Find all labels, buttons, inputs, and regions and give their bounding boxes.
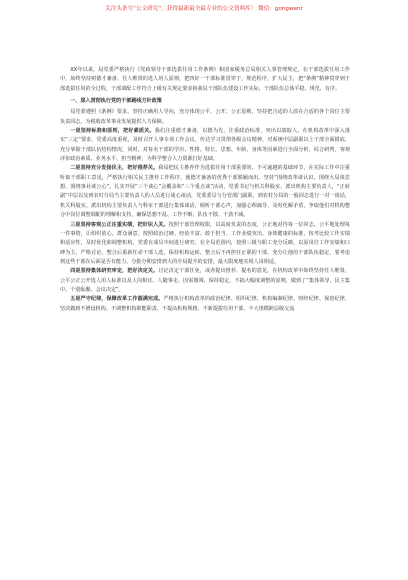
section-paragraph: 局党委遵照《条例》要求，坚持正确用人导向，充分体现公平、公开、公正原则。坚持把合适的人放在合适的各个岗位主要负责同志，为税收改革事业发展提供人力保障。 bbox=[60, 109, 350, 125]
point-body: 讨论决定干部任免，或者提出推荐、提名的意见，在机构改革中始终坚持任人唯贤、公平公正公开选人用人标准以及人岗相宜、人随事走、因需微调、保持稳定，不搞大幅度调整的原则，做到了“集体领导、民主集中、个别酝酿、会议决定”。 bbox=[60, 268, 350, 293]
point-body: 严格执行机构改革的政治纪律、组织纪律、机构编制纪律、财经纪律、保密纪律，坚决做到不增设机构、不调整机构职能职责、不提高机构规格、不新提拔任用干部、不大规模跨层级交流 bbox=[60, 296, 350, 312]
section-heading: 一、深入贯彻执行党的干部路线方针政策 bbox=[70, 97, 162, 104]
point-3 bbox=[60, 221, 350, 268]
point-5 bbox=[60, 295, 350, 314]
point-lead: 三是坚持客观公正注重实绩，把好识人关。 bbox=[70, 221, 169, 228]
promo-banner: 关注头条号“公文研究”，获得最新最全最专业的公文资料库！ 微信：gongwenr bbox=[105, 6, 303, 12]
point-lead: 五是严守纪律，保障改革工作圆满完成。 bbox=[70, 296, 164, 303]
point-body: 按照干部管理权限，以高度负责的态度，公正地对待每一位同志，公平地处理每一件事情，让组织放心，群众满意。按照政治过硬、经验丰富、敢于担当、工作业绩突出、身体健康的标准，按考比较工作实绩和适应性，及时优化和调整机构，党委在成员中间进行研究，在全局范围内，按照三级与职工充分反映，以原岗位工作实绩和口碑为主，严格讨论，整合后重新任命干部人选，保持机构运转。整合后不再担任正职的干部，充分让他的干部队伍稳定，要考虑到这些干部在后面是否有能力，分批分期安排到大的全局提升的安排，最大限度地实现人岗相适。 bbox=[60, 221, 350, 265]
intro-paragraph: XX年以来，局党委严格执行《党政领导干部选拔任用工作条例》和国家税务总局相关人事管理规定，在干部选拔任用工作中，始终坚持树德才兼备、任人唯贤的选人用人原则，把四好一干部标准贯穿于，规范程序，扩大民主，把“条例”精神贯穿到于部选拔任用的全过程，干部调配工作符合上级有关规定要求和我局干部队伍建设工作实际，干部队伍总体平稳、规范、有序。 bbox=[60, 67, 350, 92]
point-body: 我们注重德才兼备，以德为先，注重政治标准，突出以绩取人。在机构改革中深入落实“三定”要求，党委高度重视，及时召开人事专项工作会议，传达学习贯彻各级会议精神，对系统中层副职以上干部全面摸底，充分掌握干部队伍结构情况，同时，对每名干部的学历、性格、特长、思想、年龄、身体等因素进行全面分析，综合研判，客观评价政治素质、业务水平、担当精神，为科学整合人力资源打好基础。 bbox=[60, 128, 350, 163]
point-lead: 一是坚持标准和原则，把好素质关。 bbox=[70, 128, 155, 135]
point-lead: 二是坚持充分发扬民主，把好推荐关。 bbox=[70, 165, 159, 172]
point-1 bbox=[60, 127, 350, 164]
point-2 bbox=[60, 164, 350, 220]
document-body bbox=[60, 66, 350, 314]
point-lead: 四是坚持集体研究审定，把好决定关。 bbox=[70, 268, 159, 275]
point-4 bbox=[60, 267, 350, 295]
point-body: 我局把民主推荐作为选拔任用干部重要的、不可逾越的基础环节，在实际工作中注重听取干部职工意见，严格执行相关民主推荐工作程序，使德才兼备的优秀干部脱颖而出。坚持“围绕改革谈认识、围绕大局谈思想、围绕事业谈公心”，扎实开展“三个谈心”会覆盖和“三个重点谈”活动，党委书记与机关科股室、派出机构主要负责人，“正转副”中层以及到农村分局当主要负责人的人员进行谈心谈话，党委委员与分管部门副职，到农村分局的一般同志进行一对一谈话，机关科股室、派出机构主要负责人与科室干部进行集体谈话，倾听干部心声，加强心理疏导，及时化解矛盾，争取他们对机构整合中岗位调整调配的理解和支持，确保思想不乱、工作不断、队伍不散、干劲不减。 bbox=[60, 165, 350, 219]
